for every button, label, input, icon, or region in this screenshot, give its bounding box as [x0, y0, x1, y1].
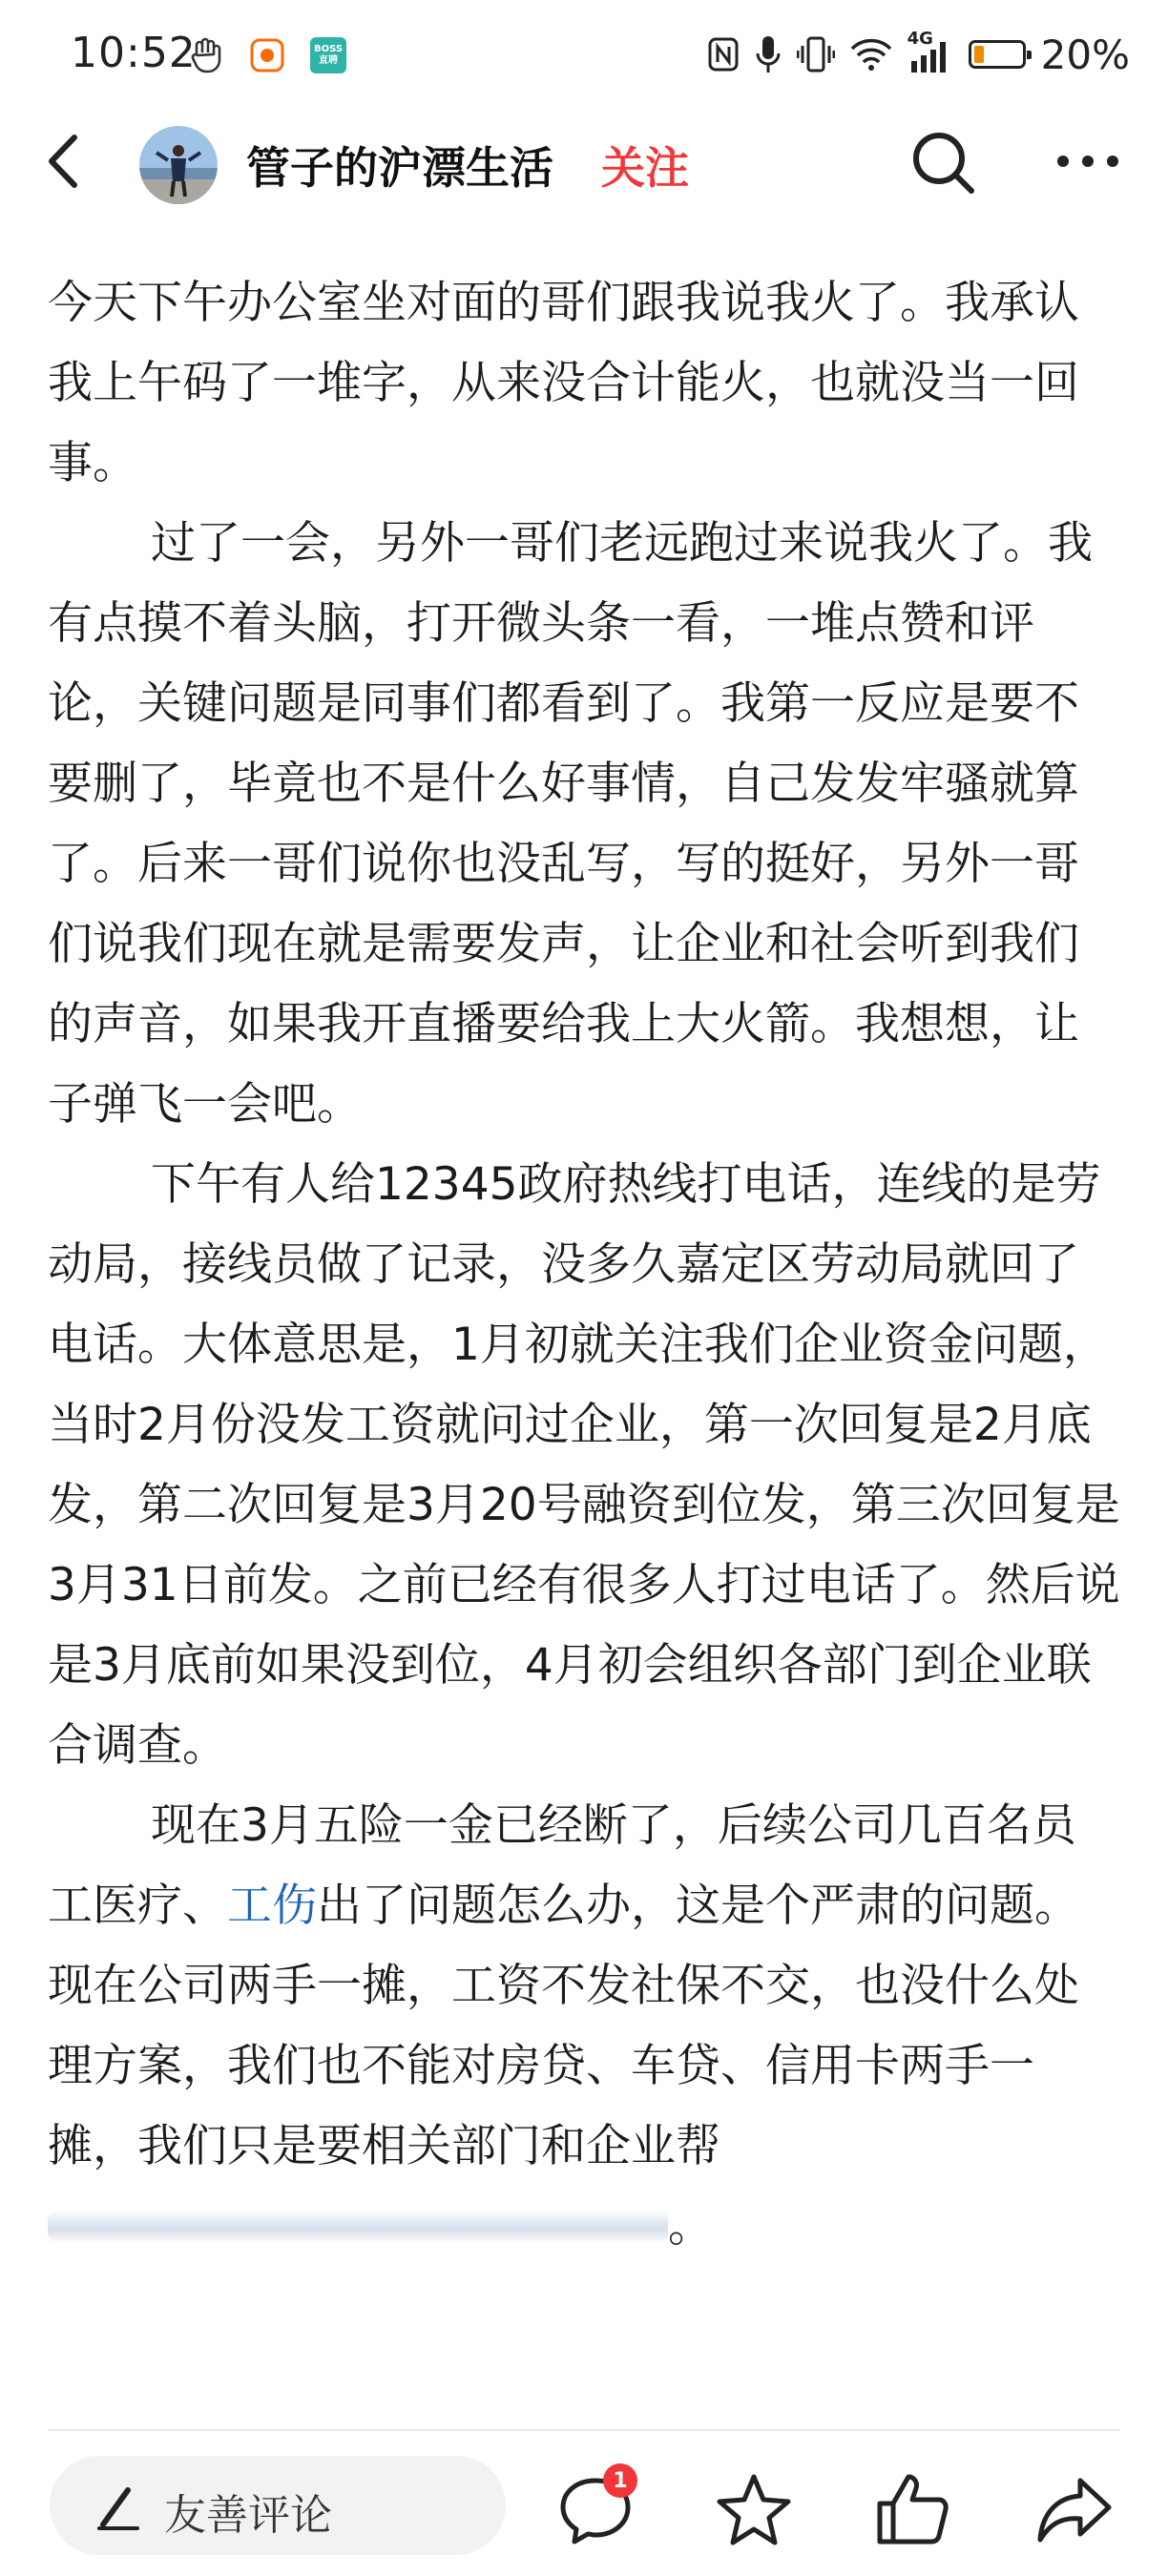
star-icon [714, 2469, 794, 2549]
vibrate-icon [797, 34, 835, 74]
microphone-icon [755, 34, 782, 74]
battery-icon [969, 40, 1026, 69]
boss-app-icon [309, 36, 347, 74]
status-left-icons [187, 34, 347, 76]
paragraph-4-text-a: 现在3月五险一金已经断了，后续公司几百名员工医疗、 [48, 1799, 1076, 1932]
comment-placeholder: 友善评论 [164, 2491, 332, 2540]
favorite-button[interactable] [714, 2469, 794, 2549]
network-label: 4G [907, 29, 933, 49]
like-button[interactable] [872, 2469, 952, 2549]
comment-count-badge: 1 [603, 2463, 637, 2498]
battery-level [974, 46, 985, 63]
paragraph-3: 下午有人给12345政府热线打电话，连线的是劳动局，接线员做了记录，没多久嘉定区劳动局就回了电话。大体意思是，1月初就关注我们企业资金问题，当时2月份没发工资就问过企业，第一次回复是2月底发，第二次回复是3月20号融资到位发，第三次回复是3月31日前发。之前已经有很多人打过电话了。然后说是3月底前如果没到位，4月初会组织各部门到企业联合调查。 [48, 1158, 1120, 1772]
nfc-icon [707, 36, 740, 73]
back-button[interactable] [34, 128, 101, 195]
author-name[interactable]: 管子的沪漂生活 [246, 142, 553, 194]
hand-icon [187, 36, 225, 74]
bottom-divider [48, 2429, 1120, 2431]
battery-text: 20% [1040, 31, 1130, 78]
paragraph-2: 过了一会，另外一哥们老远跑过来说我火了。我有点摸不着头脑，打开微头条一看，一堆点赞和评论，关键问题是同事们都看到了。我第一反应是要不要删了，毕竟也不是什么好事情，自己发发牢骚就算了。后来一哥们说你也没乱写，写的挺好，另外一哥们说我们现在就是需要发声，让企业和社会听到我们的声音，如果我开直播要给我上大火箭。我想想，让子弹飞一会吧。 [48, 517, 1093, 1131]
search-icon [907, 126, 979, 198]
app-icon [248, 36, 286, 74]
boss-icon-label-2: 直聘 [319, 55, 338, 66]
status-time: 10:52 [71, 29, 197, 77]
pen-icon [90, 2479, 147, 2536]
more-icon [1050, 128, 1126, 195]
comment-input[interactable] [50, 2456, 506, 2555]
like-icon [872, 2469, 952, 2549]
more-button[interactable] [1050, 128, 1126, 195]
paragraph-4 [48, 1786, 1120, 2267]
wifi-icon [850, 37, 892, 72]
boss-icon-label-1: BOSS [313, 44, 344, 54]
paragraph-4-end: 。 [668, 2200, 713, 2253]
status-bar [0, 0, 1168, 114]
article-header [0, 114, 1168, 219]
signal-4g-icon [907, 29, 953, 74]
avatar[interactable] [139, 126, 218, 204]
back-icon [34, 128, 101, 195]
paragraph-1: 今天下午办公室坐对面的哥们跟我说我火了。我承认我上午码了一堆字，从来没合计能火，也就没当一回事。 [48, 277, 1079, 489]
search-button[interactable] [907, 126, 979, 198]
fade-overlay [48, 2211, 668, 2243]
status-right-icons [707, 31, 1130, 78]
follow-button[interactable]: 关注 [601, 142, 689, 194]
bottom-action-bar [0, 2442, 1168, 2576]
article-body [48, 263, 1120, 2267]
share-button[interactable] [1034, 2469, 1115, 2549]
share-icon [1034, 2469, 1115, 2549]
paragraph-4-text-b: 出了问题怎么办，这是个严肃的问题。现在公司两手一摊，工资不发社保不交，也没什么处理方案，我们也不能对房贷、车贷、信用卡两手一摊，我们只是要相关部门和企业帮 [48, 1880, 1079, 2172]
keyword-link[interactable]: 工伤 [227, 1880, 317, 1932]
